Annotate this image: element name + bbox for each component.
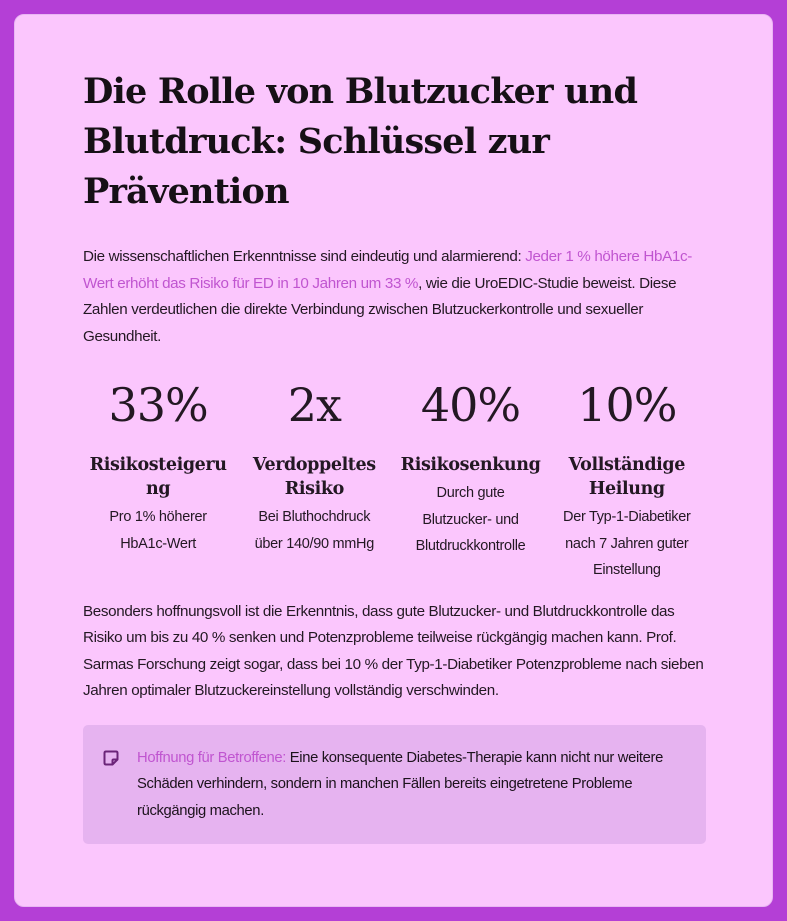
- stat-description: Pro 1% höherer HbA1c-Wert: [109, 509, 207, 552]
- intro-text-after: , wie die UroEDIC-Studie beweist. Diese Zahlen verdeutlichen die direkte Verbindung zwischen Blutzuckerkontrolle und sexueller Gesundheit.: [83, 274, 677, 345]
- body-paragraph: Besonders hoffnungsvoll ist die Erkenntnis, dass gute Blutzucker- und Blutdruckkontrolle das Risiko um bis zu 40 % senken und Potenzprobleme teilweise rückgängig machen kann. Prof. Sarmas Forschung zeigt sogar, dass bei 10 % der Typ-1-Diabetiker Potenzprobleme nach sieben Jahren optimaler Blutzuckereinstellung vollständig verschwinden.: [83, 602, 704, 699]
- intro-paragraph: [83, 244, 708, 350]
- article-content: [83, 67, 708, 844]
- note-icon: [103, 750, 119, 766]
- stat-title: Risikosenkung: [400, 455, 541, 475]
- stat-value: 10%: [577, 378, 677, 432]
- stat-value: 33%: [108, 378, 208, 432]
- article-title: Die Rolle von Blutzucker und Blutdruck: Schlüssel zur Prävention: [83, 71, 638, 212]
- stat-description: Der Typ-1-Diabetiker nach 7 Jahren guter Einstellung: [563, 509, 691, 578]
- intro-text-before: Die wissenschaftlichen Erkenntnisse sind eindeutig und alarmierend:: [83, 248, 526, 265]
- stat-title: Risikosteigerung: [89, 455, 227, 499]
- stat-value: 40%: [420, 378, 521, 432]
- stats-grid: [80, 374, 705, 584]
- stat-description: Bei Bluthochdruck über 140/90 mmHg: [254, 509, 374, 552]
- stat-title: Vollständige Heilung: [568, 455, 686, 499]
- stat-card: [549, 374, 705, 584]
- intro-highlight: Jeder 1 % höhere HbA1c-Wert erhöht das Risiko für ED in 10 Jahren um 33 %: [83, 248, 692, 292]
- article-card: [14, 14, 773, 907]
- callout-label: Hoffnung für Betroffene:: [137, 749, 286, 766]
- stat-description: Durch gute Blutzucker- und Blutdruckkontrolle: [415, 485, 526, 554]
- callout-box: [83, 725, 706, 845]
- stat-card: [236, 374, 392, 584]
- stat-card: [392, 374, 548, 584]
- stat-value: 2x: [287, 378, 341, 432]
- callout-text: [137, 745, 686, 825]
- callout-body: Eine konsequente Diabetes-Therapie kann nicht nur weitere Schäden verhindern, sondern in manchen Fällen bereits eingetretene Probleme rückgängig machen.: [137, 749, 663, 819]
- stat-title: Verdoppeltes Risiko: [252, 455, 376, 499]
- stat-card: [80, 374, 236, 584]
